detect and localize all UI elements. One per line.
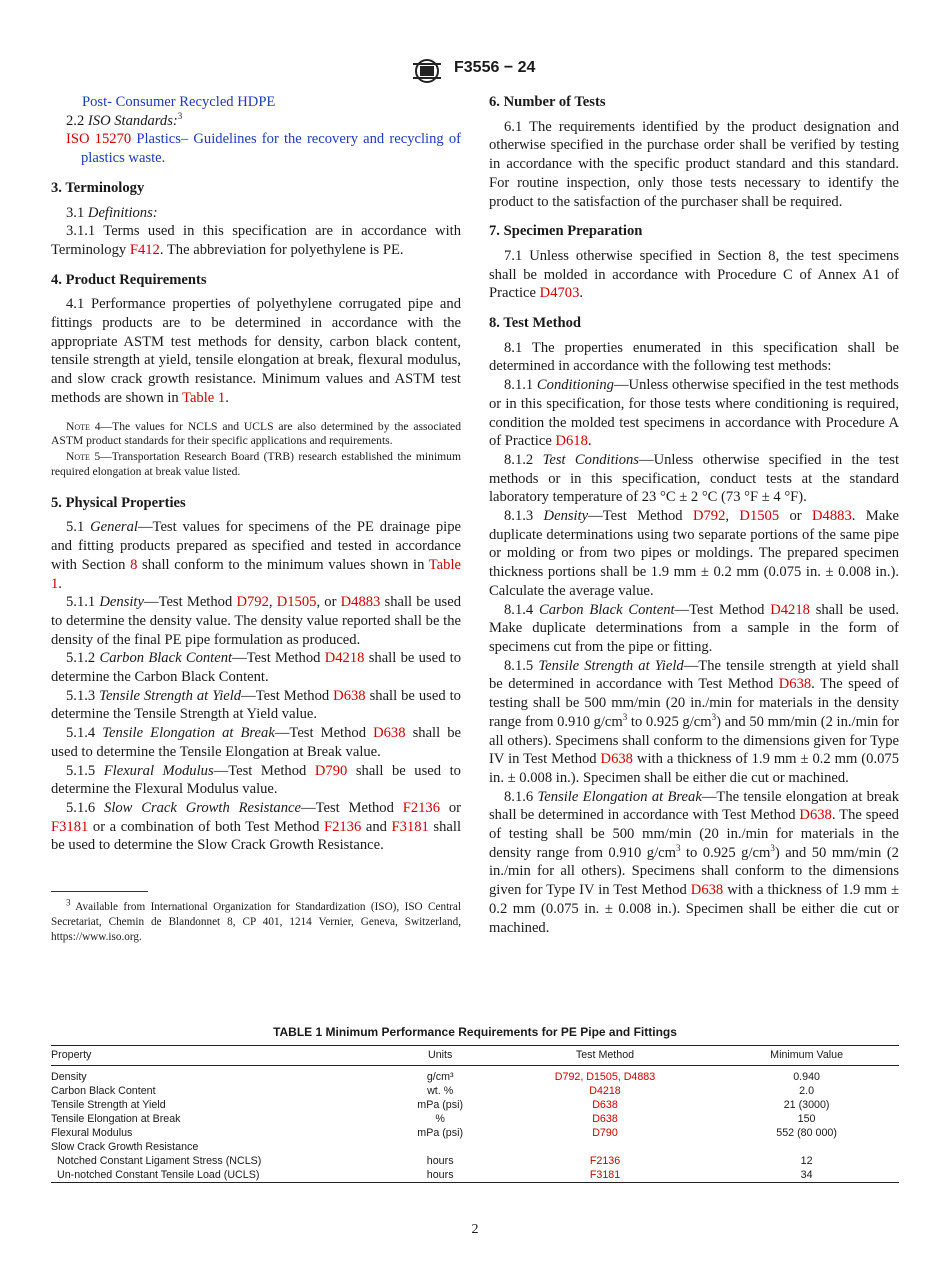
astm-logo-icon [409, 58, 445, 84]
section-heading: 7. Specimen Preparation [489, 223, 643, 240]
left-column: Post- Consumer Recycled HDPE 2.2 ISO Standards:$^3$ ISO 15270 Plastics– Guidelines for the recovery and recycling of plastics waste. 3. Terminology 3.1 Definitions: 3.1.1 Terms used in this specification are in accordance with Terminology F412. The abbreviation for polyethylene is PE. 4. Product Requirements 4.1 Performance properties of polyethylene corrugated pipe and fittings products are to be determined in accordance with the appropriate ASTM test methods for density, carbon black content, tensile strength at yield, tensile elongation at break, flexural modulus, and slow crack growth resistance. Minimum values and ASTM test methods are shown in Table 1. Note 4—The values for NCLS and UCLS are also determined by the associated ASTM product standards for their specific applications and requirements. Note 5—Transportation Research Board (TRB) research established the minimum required elongation at break value listed. 5. Physical Properties 5.1 General—Test values for specimens of the PE drainage pipe and fitting products prepared as specified and tested in accordance with Section 8 shall conform to the minimum values shown in Table 1. 5.1.1 Density—Test Method D792, D1505, or D4883 shall be used to determine the density value. The density value reported shall be the density of the final PE pipe formulation as produced. 5.1.2 Carbon Black Content—Test Method D4218 shall be used to determine the Carbon Black Content. 5.1.3 Tensile Strength at Yield—Test Method D638 shall be used to determine the Tensile Strength at Yield value. 5.1.4 Tensile Elongation at Break—Test Method D638 shall be used to determine the Tensile Elongation at Break value. 5.1.5 Flexural Modulus—Test Method D790 shall be used to determine the Flexural Modulus value. 5.1.6 Slow Crack Growth Resistance—Test Method F2136 or F3181 or a combination of both Test Method F2136 and F3181 shall be used to determine the Slow Crack Growth Resistance. $^3$ Available from International Organization for Standardization (ISO), ISO Central Secretariat, Chemin de Blandonnet 8, CP 401, 1214 Vernier, Geneva, Switzerland, https://www.iso.org. [51, 94, 462, 944]
d1505-link[interactable]: D1505 [739, 508, 780, 525]
note-4: Note 4—The values for NCLS and UCLS are also determined by the associated ASTM product standards for their specific applications and requirements. [51, 419, 462, 448]
paragraph: 8.1 The properties enumerated in this specification shall be determined in accordance with the following test methods: [489, 339, 899, 375]
test-method-link[interactable]: F3181 [589, 1169, 621, 1181]
d1505-link[interactable]: D1505 [276, 594, 317, 611]
footnote: $^3$ Available from International Organization for Standardization (ISO), ISO Central Secretariat, Chemin de Blandonnet 8, CP 401, 1214 Vernier, Geneva, Switzerland, https://www.iso.org. [51, 897, 461, 944]
f2136-link[interactable]: F2136 [402, 799, 441, 816]
table-row: Tensile Strength at Yield mPa (psi) D638 21 (3000) [51, 1099, 830, 1111]
reference-link[interactable]: Post- Consumer Recycled HDPE [82, 94, 276, 110]
table-1 [51, 1025, 899, 1183]
f3181-link[interactable]: F3181 [391, 818, 429, 835]
d4218-link[interactable]: D4218 [770, 601, 810, 618]
d638-link[interactable]: D638 [373, 725, 406, 742]
table-row: Notched Constant Ligament Stress (NCLS) hours F2136 12 [57, 1155, 813, 1167]
table-row: Tensile Elongation at Break % D638 150 [51, 1113, 816, 1125]
f3181-link[interactable]: F3181 [51, 818, 89, 835]
col-header-property: Property [51, 1049, 92, 1061]
d618-link[interactable]: D618 [555, 433, 588, 450]
note-5: Note 5—Transportation Research Board (TRB) research established the minimum required elongation at break value listed. [51, 450, 461, 478]
section-heading: 8. Test Method [489, 315, 582, 332]
page-number: 2 [471, 1222, 479, 1237]
d4218-link[interactable]: D4218 [324, 650, 365, 667]
section-heading: 5. Physical Properties [51, 494, 186, 511]
table-row: Slow Crack Growth Resistance [51, 1141, 199, 1153]
table-row: Density g/cm³ D792, D1505, D4883 0.940 [51, 1066, 899, 1085]
iso-15270-title[interactable]: Plastics– Guidelines for the recovery and recycling of plastics waste. [81, 131, 461, 167]
d638-link[interactable]: D638 [690, 882, 724, 899]
table-title: TABLE 1 Minimum Performance Requirements for PE Pipe and Fittings [273, 1025, 677, 1039]
d638-link[interactable]: D638 [778, 676, 812, 693]
col-header-units: Units [427, 1049, 453, 1061]
page-header [0, 58, 950, 84]
d792-link[interactable]: D792 [236, 594, 269, 611]
section-heading: 3. Terminology [51, 179, 145, 196]
test-method-link[interactable]: D638 [592, 1113, 618, 1125]
table1-link[interactable]: Table 1 [182, 389, 226, 406]
table1-link[interactable]: Table 1 [51, 556, 461, 592]
section-heading: 4. Product Requirements [51, 271, 207, 288]
section-8-link[interactable]: 8 [130, 556, 138, 573]
d638-link[interactable]: D638 [333, 687, 366, 704]
f412-link[interactable]: F412 [129, 241, 160, 258]
section-heading: 6. Number of Tests [489, 94, 606, 110]
test-method-link[interactable]: D790 [592, 1127, 618, 1139]
test-method-link[interactable]: D638 [592, 1099, 618, 1111]
table-row: Carbon Black Content wt. % D4218 2.0 [51, 1085, 815, 1097]
d4703-link[interactable]: D4703 [539, 285, 580, 302]
d4883-link[interactable]: D4883 [340, 594, 381, 611]
test-method-link[interactable]: F2136 [589, 1155, 621, 1167]
col-header-test-method: Test Method [575, 1049, 635, 1061]
d792-link[interactable]: D792 [692, 508, 726, 525]
test-method-link[interactable]: D792, D1505, D4883 [554, 1071, 656, 1083]
right-column: 6. Number of Tests 6.1 The requirements identified by the product designation and otherwise specified in the purchase order shall be verified by testing in accordance with the specific product standard and this standard. For routine inspection, only those tests necessary to identify the product to the satisfaction of the purchaser shall be required. 7. Specimen Preparation 7.1 Unless otherwise specified in Section 8, the test specimens shall be molded in accordance with Procedure C of Annex A1 of Practice D4703. 8. Test Method 8.1 The properties enumerated in this specification shall be determined in accordance with the following test methods: 8.1.1 Conditioning—Unless otherwise specified in the test methods or in this specification, for those tests where conditioning is required, condition the molded test specimens in accordance with Procedure A of Practice D618. 8.1.2 Test Conditions—Unless otherwise specified in the test methods or in this specification, conduct tests at the standard laboratory temperature of 23 °C ± 2 °C (73 °F ± 4 °F). 8.1.3 Density—Test Method D792, D1505 or D4883. Make duplicate determinations using two separate portions of the same pipe or molding or from two pipes or moldings. The prepared specimen thickness portions shall be 1.9 mm ± 0.2 mm (0.075 in. ± 0.008 in.). Calculate the average value. 8.1.4 Carbon Black Content—Test Method D4218 shall be used. Make duplicate determinations from a sample in the form of specimens cut from the pipe or fitting. 8.1.5 Tensile Strength at Yield—The tensile strength at yield shall be determined in accordance with Test Method D638. The speed of testing shall be 500 mm/min (20 in./min for materials in the density range from 0.910 $g/cm^3$ to 0.925 $g/cm^3$) and 50 mm/min (2 in./min for all others). Specimens shall conform to the dimensions given for Type IV in Test Method D638 with a thickness of 1.9 mm ± 0.2 mm (0.075 in. ± 0.008 in.). Specimen shall be either die cut or machined. 8.1.6 Tensile Elongation at Break—The tensile elongation at break shall be determined in accordance with Test Method D638. The speed of testing shall be 500 mm/min (20 in./min for materials in the density range from 0.910 $g/cm^3$ to 0.925 $g/cm^3$) and 50 mm/min (2 in./min for all others). Specimens shall conform to the dimensions given for Type IV in Test Method D638 with a thickness of 1.9 mm ± 0.2 mm (0.075 in. ± 0.008 in.). Specimen shall be either die cut or machined. [489, 94, 900, 936]
table-row: Un-notched Constant Tensile Load (UCLS) hours F3181 34 [51, 1168, 899, 1183]
table-row: Flexural Modulus mPa (psi) D790 552 (80 000) [51, 1127, 837, 1139]
d4883-link[interactable]: D4883 [812, 508, 852, 525]
paragraph: 6.1 The requirements identified by the product designation and otherwise specified in the purchase order shall be verified by testing in accordance with the specific product standard and this standard. For routine inspection, only those tests necessary to identify the product to the satisfaction of the purchaser shall be required. [489, 118, 899, 210]
test-method-link[interactable]: D4218 [589, 1085, 621, 1097]
table-header-row [51, 1046, 899, 1066]
footnote-divider [51, 891, 148, 892]
d638-link[interactable]: D638 [600, 751, 633, 768]
iso-15270-link[interactable]: ISO 15270 [66, 131, 132, 148]
d638-link[interactable]: D638 [799, 807, 832, 824]
d790-link[interactable]: D790 [314, 762, 348, 779]
document-id: F3556 − 24 [454, 59, 536, 76]
f2136-link[interactable]: F2136 [323, 818, 362, 835]
col-header-minimum-value: Minimum Value [770, 1049, 844, 1061]
